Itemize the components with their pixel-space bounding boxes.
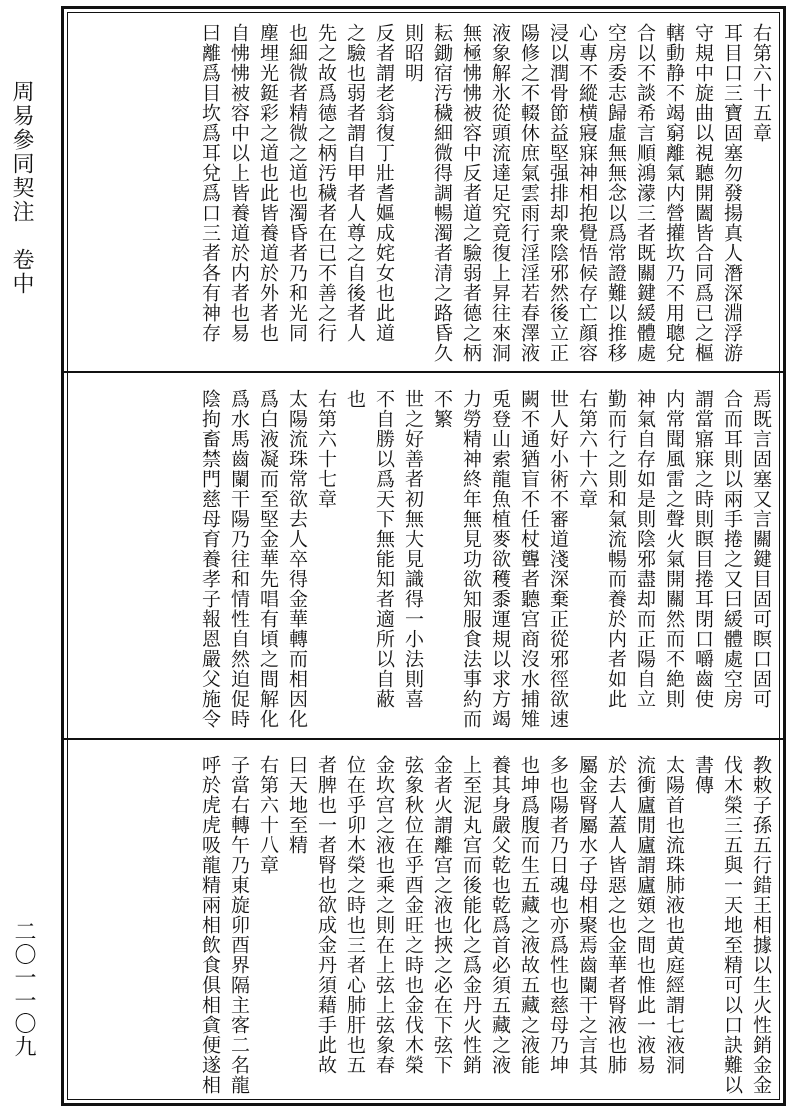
text-column: 多也陽者乃日魂也亦爲性也慈母乃坤: [547, 755, 569, 1075]
text-column: 無極怫怫被容中反者道之驗弱者德之柄: [460, 23, 482, 363]
text-column: 金者火謂離宫之液也挾之必在下弦下: [431, 755, 453, 1075]
text-column: 陰拘畜禁門慈母育養孝子報恩嚴父施令: [199, 389, 221, 729]
text-column: 則昭明: [402, 23, 424, 83]
text-column: 自怫怫被容中以上皆養道於内者也易: [228, 23, 250, 343]
text-column: 上至泥丸宫而後能化之爲金丹火性銷: [460, 755, 482, 1075]
text-column: 之驗也弱者謂自甲者人尊之自後者人: [344, 23, 366, 343]
text-band-top: [72, 23, 775, 365]
text-column: 右第六十五章: [750, 23, 772, 143]
text-column: 液象解氷從頭流達足究竟復上昇往來洞: [489, 23, 511, 363]
text-column: 合以不談希言順鴻濛三者既關鍵緩體處: [634, 23, 656, 363]
text-column: 闕不通猶盲不任杖聾者聽宫商沒水捕雉: [518, 389, 540, 729]
margin-page-number: 二〇一一〇九: [11, 920, 36, 1058]
text-column: 金坎宫之液也乘之則在上弦上弦象春: [373, 755, 395, 1075]
text-column: 不自勝以爲天下無能知者適所以自蔽: [373, 389, 395, 709]
text-column: 教敕子孫五行錯王相據以生火性銷金金: [750, 755, 772, 1095]
text-column: 也坤爲腹而生五藏之液故五藏之液能: [518, 755, 540, 1075]
text-column: 爲白液凝而至堅金華先唱有頃之間解化: [257, 389, 279, 729]
text-column: 曰離爲目坎爲耳兌爲口三者各有神存: [199, 23, 221, 343]
margin-book-title: 周易參同契注 卷中: [9, 80, 34, 296]
text-band-bottom: [72, 755, 775, 1097]
text-column: 心專不縱横寢寐神相抱覺悟候存亡顔容: [576, 23, 598, 363]
text-column: 位在乎卯木榮之時也三者心肺肝也五: [344, 755, 366, 1075]
text-column: 焉既言固塞又言關鍵目固可瞑口固可: [750, 389, 772, 709]
text-column: 伐木榮三五與一天地至精可以口訣難以: [721, 755, 743, 1095]
text-column: 子當右轉午乃東旋卯酉界隔主客二名龍: [228, 755, 250, 1095]
text-column: 耳目口三寶固塞勿發揚真人潛深淵浮游: [721, 23, 743, 363]
text-column: 先之故爲德之柄汚穢者在已不善之行: [315, 23, 337, 343]
text-column: 耘鋤宿汚穢細微得調暢濁者清之路昏久: [431, 23, 453, 363]
text-column: 者脾也一者腎也欲成金丹須藉手此故: [315, 755, 337, 1075]
text-column: 弦象秋位在乎酉金旺之時也金伐木榮: [402, 755, 424, 1075]
text-column: 空房委志歸虛無無念以爲常證難以推移: [605, 23, 627, 363]
band-divider-top: [64, 371, 783, 373]
text-column: 神氣自存如是則陰邪盡却而正陽自立: [634, 389, 656, 709]
text-column: 太陽流珠常欲去人卒得金華轉而相因化: [286, 389, 308, 729]
text-band-middle: [72, 389, 775, 731]
text-column: 浸以潤骨節益堅强排却衆陰邪然後立正: [547, 23, 569, 363]
text-column: 流衝廬閒廬謂廬頞之間也惟此一液易: [634, 755, 656, 1075]
text-column: 太陽首也流珠肺液也黄庭經謂七液洞: [663, 755, 685, 1075]
text-column: 右第六十七章: [315, 389, 337, 509]
text-column: 也細微者精微之道也濁昏者乃和光同: [286, 23, 308, 343]
text-column: 於去人蓋人皆惡之也金華者腎液也肺: [605, 755, 627, 1075]
text-column: 右第六十八章: [257, 755, 279, 875]
text-column: 陽修之不輟休庶氣雲雨行淫淫若春澤液: [518, 23, 540, 363]
text-column: 勤而行之則和氣流暢而養於内者如此: [605, 389, 627, 709]
text-column: 右第六十六章: [576, 389, 598, 509]
text-column: 塵埋光鋌彩之道也此皆養道於外者也: [257, 23, 279, 343]
text-column: 也: [344, 389, 366, 409]
text-column: 守規中旋曲以視聽開闔皆合同爲已之樞: [692, 23, 714, 363]
text-column: 屬金腎屬水子母相聚焉齒闌干之言其: [576, 755, 598, 1075]
text-column: 謂當寤寐之時則瞑目捲耳閉口嚼齒使: [692, 389, 714, 709]
text-column: 兎登山索龍魚植麥欲穫黍運規以求方竭: [489, 389, 511, 729]
text-column: 轄動静不竭窮離氣内營㩲坎乃不用聰兌: [663, 23, 685, 363]
band-divider-bottom: [64, 738, 783, 740]
text-column: 内常聞風雷之聲火氣開關然而不絶則: [663, 389, 685, 709]
text-column: 合而耳則以兩手捲之又曰緩體處空房: [721, 389, 743, 709]
text-column: 不繁: [431, 389, 453, 429]
text-column: 呼於虎虎吸龍精兩相飲食俱相貪便遂相: [199, 755, 221, 1095]
page-frame: [61, 6, 786, 1106]
text-column: 力勞精神終年無見功欲知服食法事約而: [460, 389, 482, 729]
text-column: 反者謂老翁復丁壯耆嫗成姹女也此道: [373, 23, 395, 343]
text-column: 養其身嚴父乾也乾爲首必須五藏之液: [489, 755, 511, 1075]
text-column: 爲水馬齒闌干陽乃往和情性自然迫促時: [228, 389, 250, 729]
text-column: 書傳: [692, 755, 714, 795]
text-column: 世之好善者初無大見識得一小法則喜: [402, 389, 424, 709]
text-column: 曰天地至精: [286, 755, 308, 855]
text-column: 世人好小術不審道淺深棄正從邪徑欲速: [547, 389, 569, 729]
